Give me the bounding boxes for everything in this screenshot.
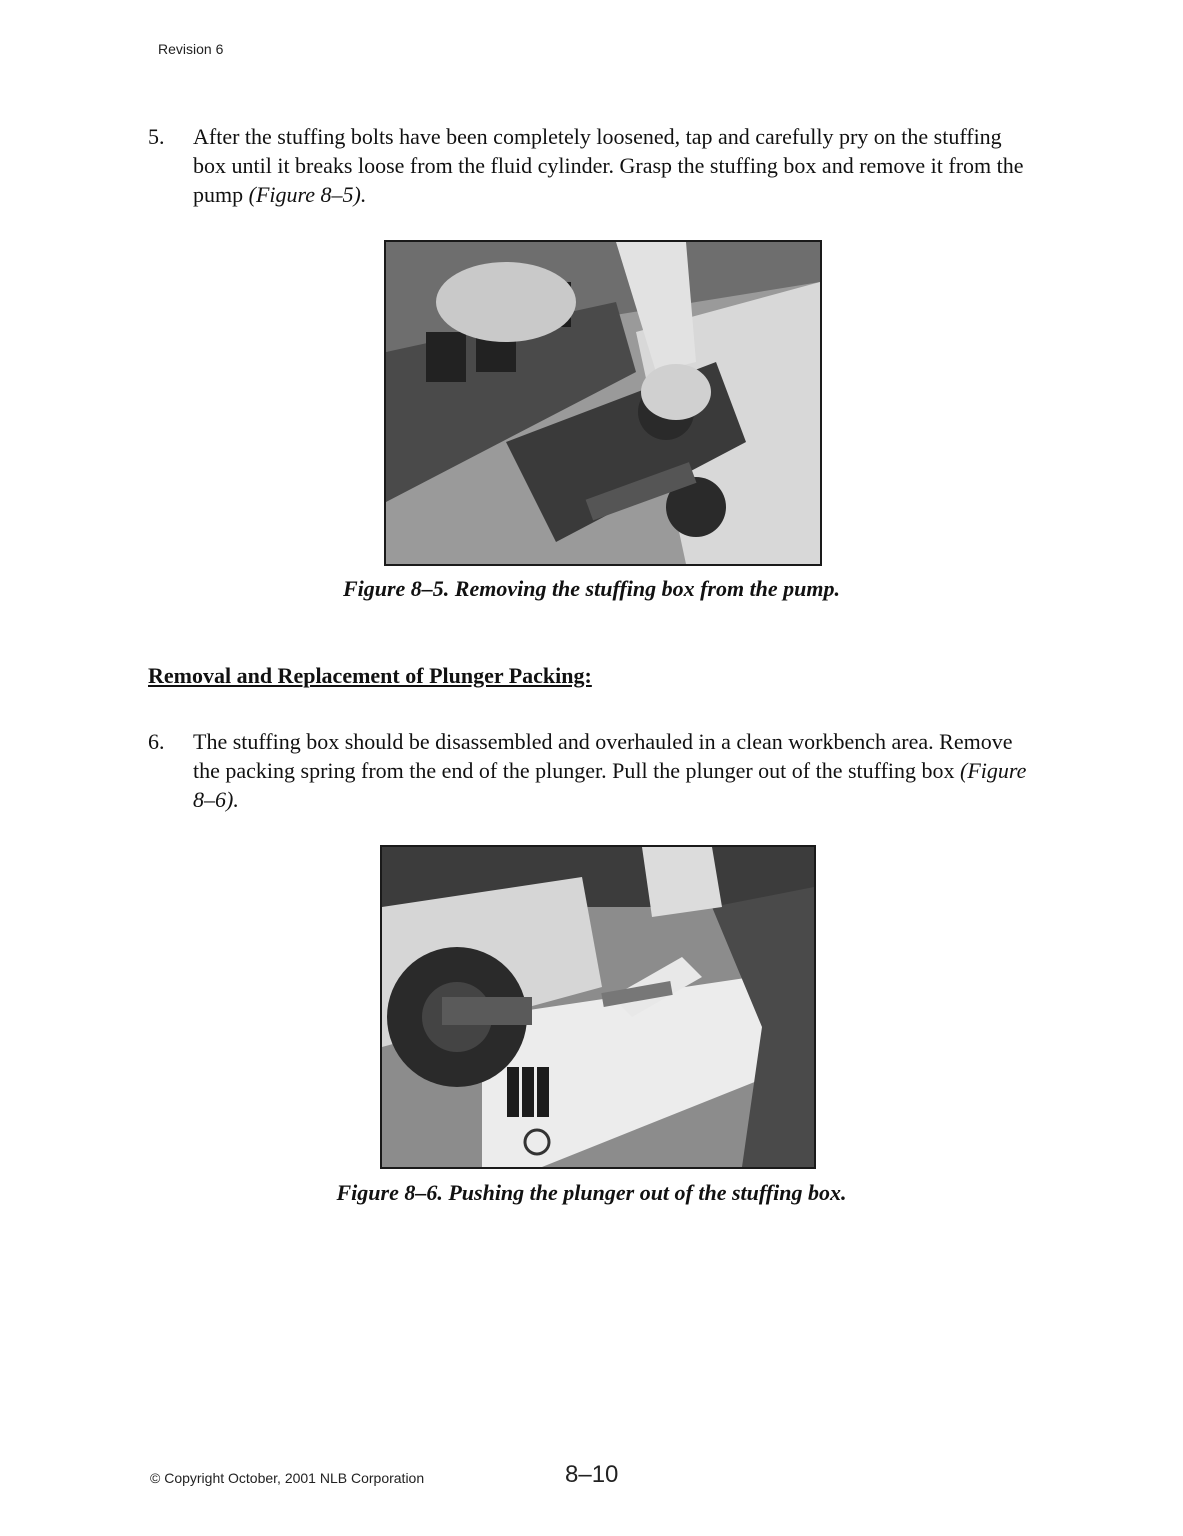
figure-8-5-photo <box>384 240 822 566</box>
figure-8-6-caption: Figure 8–6. Pushing the plunger out of the stuffing box. <box>336 1180 847 1205</box>
step-6-body <box>193 727 1028 814</box>
step-5-number: 5. <box>148 124 165 149</box>
copyright-notice: © Copyright October, 2001 NLB Corporation <box>150 1470 425 1486</box>
step-5-figure-ref: (Figure 8–5). <box>248 182 367 207</box>
step-5 <box>148 122 1028 209</box>
step-6-text: The stuffing box should be disassembled and overhauled in a clean workbench area. Remove the packing spring from the end of the plunger. Pull the plunger out of the stuffing box <box>193 729 1013 783</box>
page-number: 8–10 <box>565 1461 619 1488</box>
step-6-figure-ref: (Figure 8–6). <box>193 758 1027 812</box>
figure-8-5-caption: Figure 8–5. Removing the stuffing box from the pump. <box>342 576 841 601</box>
step-6-number: 6. <box>148 729 165 754</box>
step-6 <box>148 727 1028 814</box>
figure-8-6-photo <box>380 845 816 1169</box>
step-5-text: After the stuffing bolts have been completely loosened, tap and carefully pry on the stuffing box until it breaks loose from the fluid cylinder. Grasp the stuffing box and remove it from the pump <box>193 124 1024 207</box>
step-5-body <box>193 122 1028 209</box>
section-heading: Removal and Replacement of Plunger Packing: <box>148 663 592 688</box>
revision-label: Revision 6 <box>158 41 224 57</box>
